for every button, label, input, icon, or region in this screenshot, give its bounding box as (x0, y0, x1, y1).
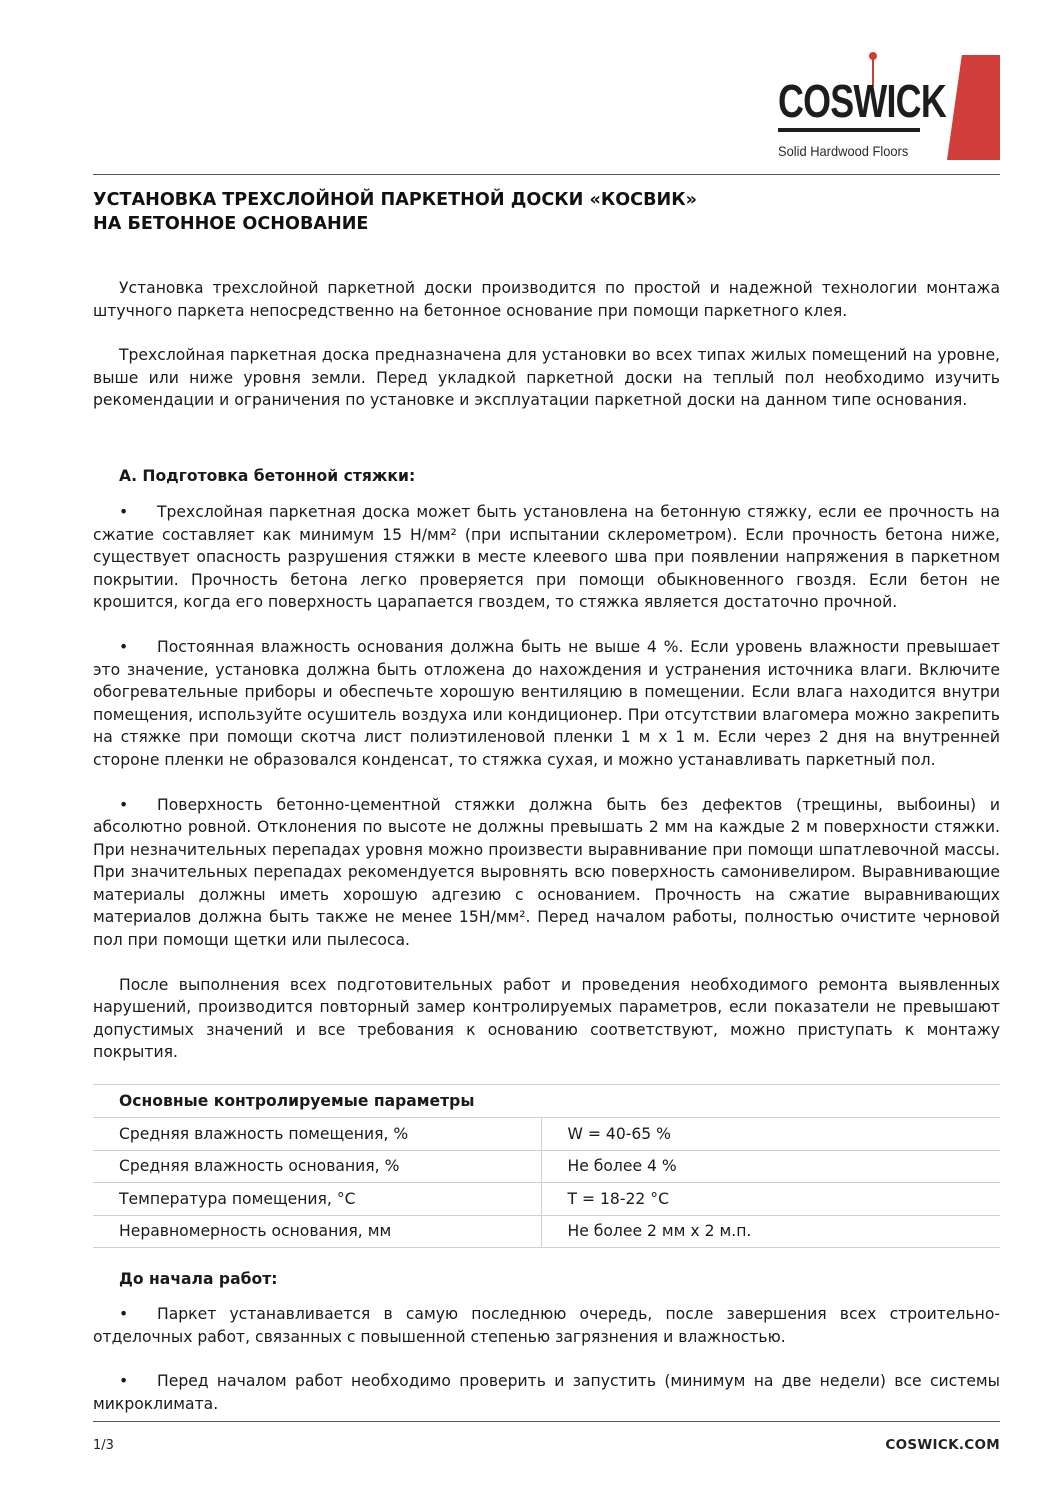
table-header: Основные контролируемые параметры (93, 1085, 1000, 1118)
section-a-conclusion: После выполнения всех подготовительных работ и проведения необходимого ремонта выявленных нарушений, производится повторный замер контролируемых параметров, если показатели не превышают допустимых значений и все требования к основанию соответствуют, можно приступать к монтажу покрытия. (93, 975, 1000, 1062)
table-row (93, 1150, 1000, 1183)
document-body (93, 186, 1000, 1415)
section-a-heading: А. Подготовка бетонной стяжки: (119, 466, 416, 485)
table-row (93, 1183, 1000, 1216)
param-name: Средняя влажность основания, % (93, 1150, 541, 1183)
bullet-text: Перед началом работ необходимо проверить и запустить (минимум на две недели) все системы микроклимата. (93, 1372, 1000, 1413)
footer-website-link[interactable]: COSWICK.COM (885, 1437, 1000, 1453)
section-b-bullet-1 (93, 1303, 1000, 1348)
bullet-text: Поверхность бетонно-цементной стяжки должна быть без дефектов (трещины, выбоины) и абсолютно ровной. Отклонения по высоте не должны превышать 2 мм на каждые 2 м поверхности стяжки. При незначительных перепадах уровня можно произвести выравнивание при помощи шпатлевочной массы. При значительных перепадах рекомендуется выровнять всю поверхность самонивелиром. Выравнивающие материалы должны иметь хорошую адгезию с основанием. Прочность на сжатие выравнивающих материалов должна быть также не менее 15Н/мм². Перед началом работы, полностью очистите черновой пол при помощи щетки или пылесоса. (93, 795, 1000, 950)
param-name: Средняя влажность помещения, % (93, 1118, 541, 1151)
section-b-bullet-2 (93, 1370, 1000, 1415)
page-header (0, 0, 1060, 176)
param-value: Т = 18-22 °С (541, 1183, 1000, 1216)
brand-accent-block (947, 55, 1000, 160)
table-header-row (93, 1085, 1000, 1118)
section-b-heading: До начала работ: (119, 1270, 278, 1289)
logo-tagline: Solid Hardwood Floors (778, 143, 909, 159)
section-a-bullet-1 (93, 501, 1000, 614)
page-number: 1/3 (93, 1438, 114, 1453)
table-row (93, 1215, 1000, 1248)
bullet-text: Паркет устанавливается в самую последнюю очередь, после завершения всех строительно-отделочных работ, связанных с повышенной степенью загрязнения и влажностью. (93, 1305, 1000, 1346)
parameters-table (93, 1084, 1000, 1248)
table-row (93, 1118, 1000, 1151)
bullet-marker: • (119, 1372, 129, 1391)
bullet-marker: • (119, 502, 129, 521)
intro-paragraph-1: Установка трехслойной паркетной доски производится по простой и надежной технологии монтажа штучного паркета непосредственно на бетонное основание при помощи паркетного клея. (93, 279, 1000, 320)
bullet-marker: • (119, 637, 129, 656)
param-value: W = 40-65 % (541, 1118, 1000, 1151)
coswick-logo (778, 52, 946, 162)
section-a-bullet-2 (93, 636, 1000, 772)
document-title (93, 188, 1000, 236)
bullet-text: Постоянная влажность основания должна быть не выше 4 %. Если уровень влажности превышает это значение, установка должна быть отложена до нахождения и устранения источника влаги. Включите обогревательные приборы и обеспечьте хорошую вентиляцию в помещении. Если влага находится внутри помещения, используйте осушитель воздуха или кондиционер. При отсутствии влагомера можно закрепить на стяжке при помощи скотча лист полиэтиленовой пленки 1 м х 1 м. Если через 2 дня на внутренней стороне пленки не образовался конденсат, то стяжка сухая, и можно устанавливать паркетный пол. (93, 637, 1000, 769)
logo-underline (778, 128, 920, 132)
title-line-1: УСТАНОВКА ТРЕХСЛОЙНОЙ ПАРКЕТНОЙ ДОСКИ «КОСВИК» (93, 190, 697, 210)
param-name: Неравномерность основания, мм (93, 1215, 541, 1248)
bullet-text: Трехслойная паркетная доска может быть установлена на бетонную стяжку, если ее прочность на сжатие составляет как минимум 15 Н/мм² (при испытании склерометром). Если прочность бетона ниже, существует опасность разрушения стяжки в месте клеевого шва при появлении напряжения в паркетном покрытии. Прочность бетона легко проверяется при помощи обыкновенного гвоздя. Если бетон не крошится, когда его поверхность царапается гвоздем, то стяжка является достаточно прочной. (93, 502, 1000, 612)
param-value: Не более 4 % (541, 1150, 1000, 1183)
param-value: Не более 2 мм х 2 м.п. (541, 1215, 1000, 1248)
param-name: Температура помещения, °С (93, 1183, 541, 1216)
bullet-marker: • (119, 1305, 129, 1324)
intro-paragraph-2: Трехслойная паркетная доска предназначена для установки во всех типах жилых помещений на уровне, выше или ниже уровня земли. Перед укладкой паркетной доски на теплый пол необходимо изучить рекомендации и ограничения по установке и эксплуатации паркетной доски на данном типе основания. (93, 346, 1000, 410)
title-line-2: НА БЕТОННОЕ ОСНОВАНИЕ (93, 214, 369, 234)
header-divider (93, 174, 1000, 175)
logo-wordmark: COSWICK (778, 75, 946, 127)
section-a-bullet-3 (93, 794, 1000, 952)
bullet-marker: • (119, 795, 129, 814)
footer-divider (93, 1421, 1000, 1422)
